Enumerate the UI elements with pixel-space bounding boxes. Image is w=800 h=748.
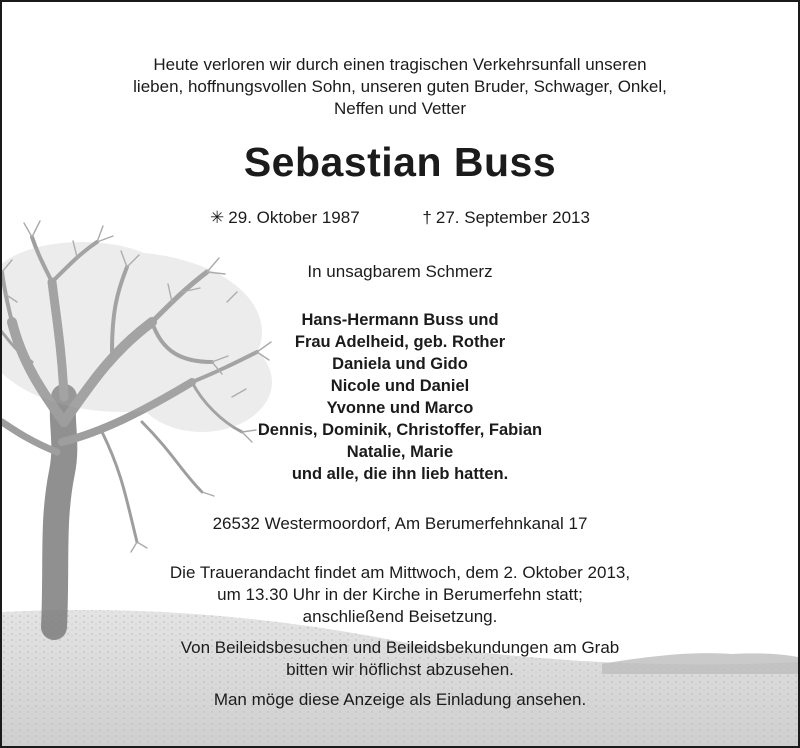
birth-date: 29. Oktober 1987 (228, 208, 360, 227)
closing-line: Man möge diese Anzeige als Einladung ansehen. (213, 690, 587, 709)
life-dates (2, 208, 798, 228)
cross-icon: † (422, 208, 432, 227)
condolence-line: Von Beileidsbesuchen und Beileidsbekundungen am Grab (180, 638, 620, 657)
family-line: Hans-Hermann Buss und (301, 311, 499, 329)
intro-line: lieben, hoffnungsvollen Sohn, unseren guten Bruder, Schwager, Onkel, (133, 77, 667, 96)
service-line: anschließend Beisetzung. (302, 607, 498, 626)
address: 26532 Westermoordorf, Am Berumerfehnkanal 17 (212, 514, 588, 533)
death-date: 27. September 2013 (435, 208, 590, 227)
family-line: Nicole und Daniel (330, 377, 470, 395)
intro-line: Neffen und Vetter (333, 99, 466, 118)
birth-date-group (210, 208, 360, 228)
service-line: Die Trauerandacht findet am Mittwoch, dem 2. Oktober 2013, (169, 563, 631, 582)
family-line: Frau Adelheid, geb. Rother (294, 333, 506, 351)
family-line: Natalie, Marie (346, 443, 454, 461)
intro-line: Heute verloren wir durch einen tragischen Verkehrsunfall unseren (153, 55, 647, 74)
service-line: um 13.30 Uhr in der Kirche in Berumerfehn statt; (217, 585, 583, 604)
family-line: Daniela und Gido (332, 355, 468, 373)
family-line: und alle, die ihn lieb hatten. (291, 465, 509, 483)
notice-content (2, 2, 798, 746)
sorrow-line: In unsagbarem Schmerz (307, 262, 493, 281)
family-line: Yvonne und Marco (326, 399, 474, 417)
family-line: Dennis, Dominik, Christoffer, Fabian (257, 421, 543, 439)
deceased-name: Sebastian Buss (243, 139, 557, 185)
asterisk-icon: ✳ (210, 208, 225, 227)
condolence-line: bitten wir höflichst abzusehen. (286, 660, 514, 679)
death-date-group (422, 208, 590, 228)
